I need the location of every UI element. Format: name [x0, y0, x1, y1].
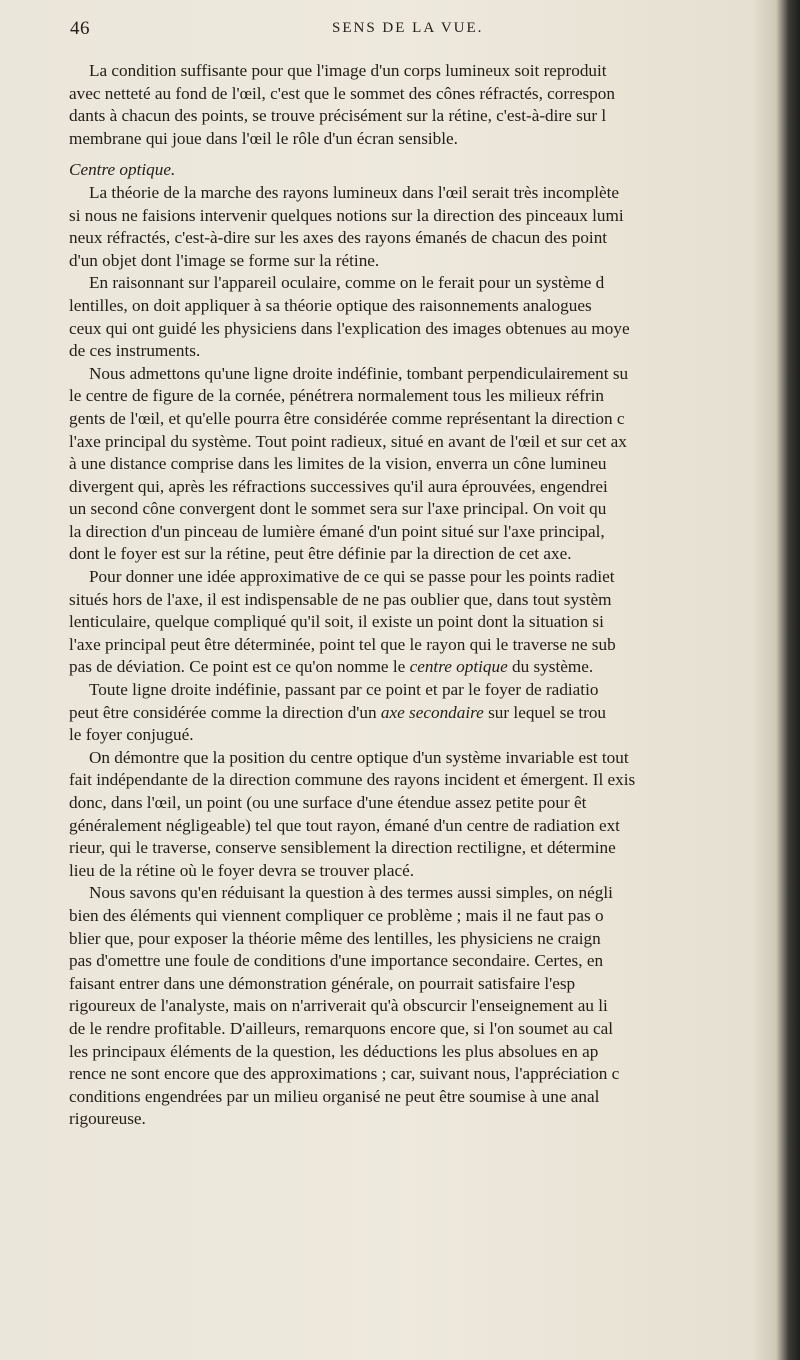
text-line: lentilles, on doit appliquer à sa théorie optique des raisonnements analogues	[69, 295, 592, 315]
text-line: gents de l'œil, et qu'elle pourra être considérée comme représentant la direction c	[69, 408, 625, 428]
text-line: dants à chacun des points, se trouve précisément sur la rétine, c'est-à-dire sur l	[69, 106, 607, 126]
text-line: les principaux éléments de la question, les déductions les plus absolues en ap	[69, 1041, 599, 1061]
text-line: lenticulaire, quelque compliqué qu'il soit, il existe un point dont la situation si	[69, 612, 604, 632]
text-line: Nous savons qu'en réduisant la question à des termes aussi simples, on négli	[89, 883, 613, 903]
paragraph	[69, 363, 785, 566]
text-line: le centre de figure de la cornée, pénétrera normalement tous les milieux réfrin	[69, 386, 604, 406]
text-line: Nous admettons qu'une ligne droite indéfinie, tombant perpendiculairement su	[89, 363, 629, 383]
text-line: de ces instruments.	[69, 341, 201, 361]
page-number: 46	[70, 18, 90, 39]
text-line: rigoureuse.	[69, 1109, 146, 1129]
paragraph	[69, 272, 785, 362]
running-head: SENS DE LA VUE.	[332, 20, 484, 36]
text-line: à une distance comprise dans les limites de la vision, enverra un cône lumineu	[69, 454, 607, 474]
text-line: blier que, pour exposer la théorie même des lentilles, les physiciens ne craign	[69, 928, 601, 948]
text-line	[69, 656, 785, 679]
text-line: On démontre que la position du centre optique d'un système invariable est tout	[89, 747, 629, 767]
text-line: la direction d'un pinceau de lumière émané d'un point situé sur l'axe principal,	[69, 521, 605, 541]
text-line: membrane qui joue dans l'œil le rôle d'un écran sensible.	[69, 128, 458, 148]
text-line: de le rendre profitable. D'ailleurs, remarquons encore que, si l'on soumet au cal	[69, 1018, 614, 1038]
text-line: divergent qui, après les réfractions successives qu'il aura éprouvées, engendrei	[69, 476, 608, 496]
paragraph	[69, 182, 785, 272]
text-line: rigoureux de l'analyste, mais on n'arriverait qu'à obscurcir l'enseignement au li	[69, 996, 608, 1016]
text-line: le foyer conjugué.	[69, 725, 194, 745]
paragraph	[69, 747, 785, 883]
text-line: pas d'omettre une foule de conditions d'une importance secondaire. Certes, en	[69, 951, 604, 971]
body-text	[69, 60, 785, 1131]
text-line: bien des éléments qui viennent compliquer ce problème ; mais il ne faut pas o	[69, 905, 604, 925]
text-line: donc, dans l'œil, un point (ou une surface d'une étendue assez petite pour êt	[69, 793, 587, 812]
text-line: faisant entrer dans une démonstration générale, on pourrait satisfaire l'esp	[69, 973, 576, 993]
text-line: La théorie de la marche des rayons lumineux dans l'œil serait très incomplète	[89, 182, 620, 202]
paragraph	[69, 60, 785, 150]
text-line: d'un objet dont l'image se forme sur la rétine.	[69, 250, 380, 270]
text-fragment: du système.	[507, 657, 594, 677]
text-line: ceux qui ont guidé les physiciens dans l'explication des images obtenues au moye	[69, 318, 630, 338]
text-line: un second cône convergent dont le sommet sera sur l'axe principal. On voit qu	[69, 499, 607, 519]
text-line: situés hors de l'axe, il est indispensable de ne pas oublier que, dans tout systèm	[69, 589, 612, 609]
term-centre-optique: centre optique	[409, 657, 508, 677]
text-fragment: pas de déviation. Ce point est ce qu'on nomme le	[69, 657, 410, 677]
text-line: l'axe principal du système. Tout point radieux, situé en avant de l'œil et sur cet ax	[69, 431, 627, 451]
text-line: rieur, qui le traverse, conserve sensiblement la direction rectiligne, et détermine	[69, 838, 616, 858]
text-line: avec netteté au fond de l'œil, c'est que le sommet des cônes réfractés, correspon	[69, 83, 615, 103]
text-line	[69, 702, 785, 725]
page-header	[70, 18, 780, 42]
text-line: Toute ligne droite indéfinie, passant par ce point et par le foyer de radiatio	[89, 680, 599, 700]
term-axe-secondaire: axe secondaire	[380, 702, 484, 722]
text-line: neux réfractés, c'est-à-dire sur les axes des rayons émanés de chacun des point	[69, 228, 608, 248]
section-heading: Centre optique.	[69, 160, 176, 180]
text-line: lieu de la rétine où le foyer devra se trouver placé.	[69, 860, 415, 880]
paragraph	[69, 679, 785, 747]
text-line: En raisonnant sur l'appareil oculaire, comme on le ferait pour un système d	[89, 273, 605, 293]
paragraph	[69, 566, 785, 679]
text-line: La condition suffisante pour que l'image d'un corps lumineux soit reproduit	[89, 61, 607, 80]
text-line: dont le foyer est sur la rétine, peut être définie par la direction de cet axe.	[69, 544, 572, 564]
text-line: l'axe principal peut être déterminée, point tel que le rayon qui le traverse ne sub	[69, 634, 616, 654]
paragraph	[69, 882, 785, 1131]
text-fragment: peut être considérée comme la direction d'un	[69, 702, 381, 722]
text-line: rence ne sont encore que des approximations ; car, suivant nous, l'appréciation c	[69, 1064, 620, 1084]
text-fragment: sur lequel se trou	[483, 702, 607, 722]
text-line: conditions engendrées par un milieu organisé ne peut être soumise à une anal	[69, 1086, 600, 1106]
text-line: généralement négligeable) tel que tout rayon, émané d'un centre de radiation ext	[69, 815, 620, 835]
text-line: fait indépendante de la direction commune des rayons incident et émergent. Il exis	[69, 770, 636, 790]
text-line: Pour donner une idée approximative de ce qui se passe pour les points radiet	[89, 567, 615, 587]
text-line: si nous ne faisions intervenir quelques notions sur la direction des pinceaux lumi	[69, 205, 624, 225]
